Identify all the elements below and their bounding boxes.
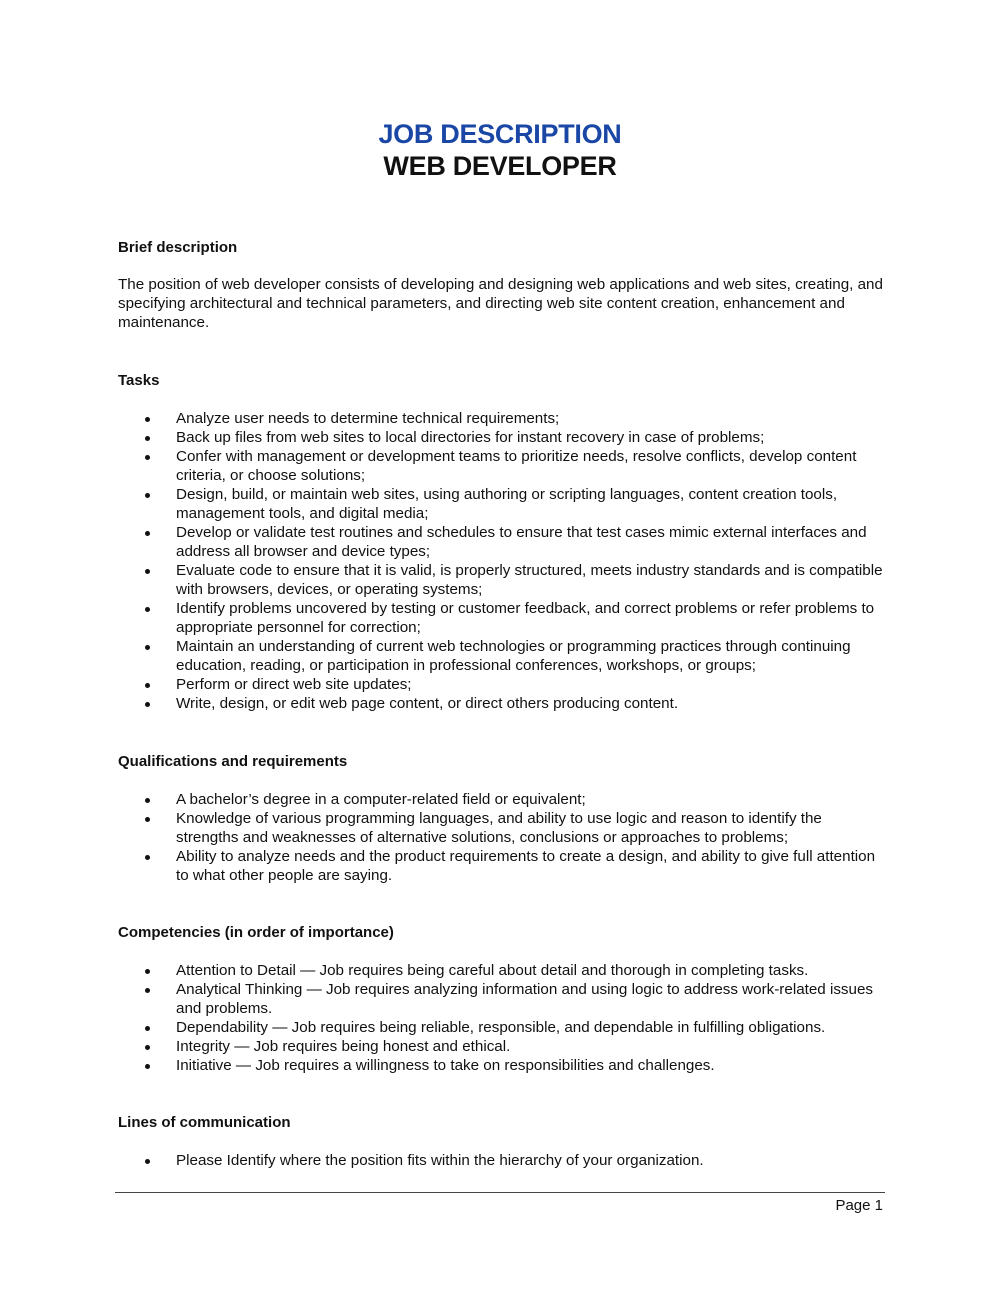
list-item: Ability to analyze needs and the product requirements to create a design, and ability to give full attention to what other people are saying. (118, 847, 888, 885)
communication-list (118, 1151, 888, 1170)
qualifications-heading: Qualifications and requirements (118, 753, 348, 770)
brief-description-heading: Brief description (118, 239, 238, 256)
tasks-heading: Tasks (118, 372, 160, 389)
list-item: Dependability — Job requires being reliable, responsible, and dependable in fulfilling obligations. (118, 1018, 888, 1037)
qualifications-list (118, 790, 888, 885)
list-item: Knowledge of various programming languages, and ability to use logic and reason to identify the strengths and weaknesses of alternative solutions, conclusions or approaches to problems; (118, 809, 888, 847)
document-title: JOB DESCRIPTION (378, 119, 622, 149)
bullet-icon (145, 702, 150, 707)
competencies-heading: Competencies (in order of importance) (118, 924, 394, 941)
list-item: Analytical Thinking — Job requires analyzing information and using logic to address work-related issues and problems. (118, 980, 888, 1018)
tasks-section (118, 371, 888, 713)
bullet-icon (145, 417, 150, 422)
list-item: Integrity — Job requires being honest and ethical. (118, 1037, 888, 1056)
list-item: Maintain an understanding of current web technologies or programming practices through continuing education, reading, or participation in professional conferences, workshops, or groups; (118, 637, 888, 675)
communication-section (118, 1113, 888, 1170)
bullet-icon (145, 683, 150, 688)
list-item: Attention to Detail — Job requires being careful about detail and thorough in completing tasks. (118, 961, 888, 980)
bullet-icon (145, 1045, 150, 1050)
job-title: WEB DEVELOPER (383, 151, 617, 181)
list-item: Back up files from web sites to local directories for instant recovery in case of problems; (118, 428, 888, 447)
list-item: Confer with management or development teams to prioritize needs, resolve conflicts, develop content criteria, or choose solutions; (118, 447, 888, 485)
list-item: Initiative — Job requires a willingness to take on responsibilities and challenges. (118, 1056, 888, 1075)
bullet-icon (145, 607, 150, 612)
qualifications-section (118, 752, 888, 885)
bullet-icon (145, 1026, 150, 1031)
bullet-icon (145, 569, 150, 574)
bullet-icon (145, 455, 150, 460)
list-item: Design, build, or maintain web sites, using authoring or scripting languages, content creation tools, management tools, and digital media; (118, 485, 888, 523)
tasks-list (118, 409, 888, 713)
competencies-section (118, 923, 888, 1075)
bullet-icon (145, 493, 150, 498)
brief-description-text: The position of web developer consists of developing and designing web applications and web sites, creating, and specifying architectural and technical parameters, and directing web site content creation, enhancement and maintenance. (118, 276, 883, 331)
competencies-list (118, 961, 888, 1075)
bullet-icon (145, 436, 150, 441)
bullet-icon (145, 531, 150, 536)
list-item: Analyze user needs to determine technical requirements; (118, 409, 888, 428)
list-item: Perform or direct web site updates; (118, 675, 888, 694)
page-number: Page 1 (835, 1197, 883, 1214)
bullet-icon (145, 1159, 150, 1164)
bullet-icon (145, 988, 150, 993)
list-item: Evaluate code to ensure that it is valid, is properly structured, meets industry standards and is compatible with browsers, devices, or operating systems; (118, 561, 888, 599)
bullet-icon (145, 645, 150, 650)
communication-heading: Lines of communication (118, 1114, 291, 1131)
footer-divider (115, 1192, 885, 1193)
bullet-icon (145, 817, 150, 822)
list-item: Identify problems uncovered by testing or customer feedback, and correct problems or refer problems to appropriate personnel for correction; (118, 599, 888, 637)
list-item: A bachelor’s degree in a computer-related field or equivalent; (118, 790, 888, 809)
bullet-icon (145, 1064, 150, 1069)
bullet-icon (145, 855, 150, 860)
list-item: Develop or validate test routines and schedules to ensure that test cases mimic external interfaces and address all browser and device types; (118, 523, 888, 561)
bullet-icon (145, 798, 150, 803)
list-item: Please Identify where the position fits within the hierarchy of your organization. (118, 1151, 888, 1170)
brief-description-section (118, 238, 888, 332)
list-item: Write, design, or edit web page content, or direct others producing content. (118, 694, 888, 713)
bullet-icon (145, 969, 150, 974)
